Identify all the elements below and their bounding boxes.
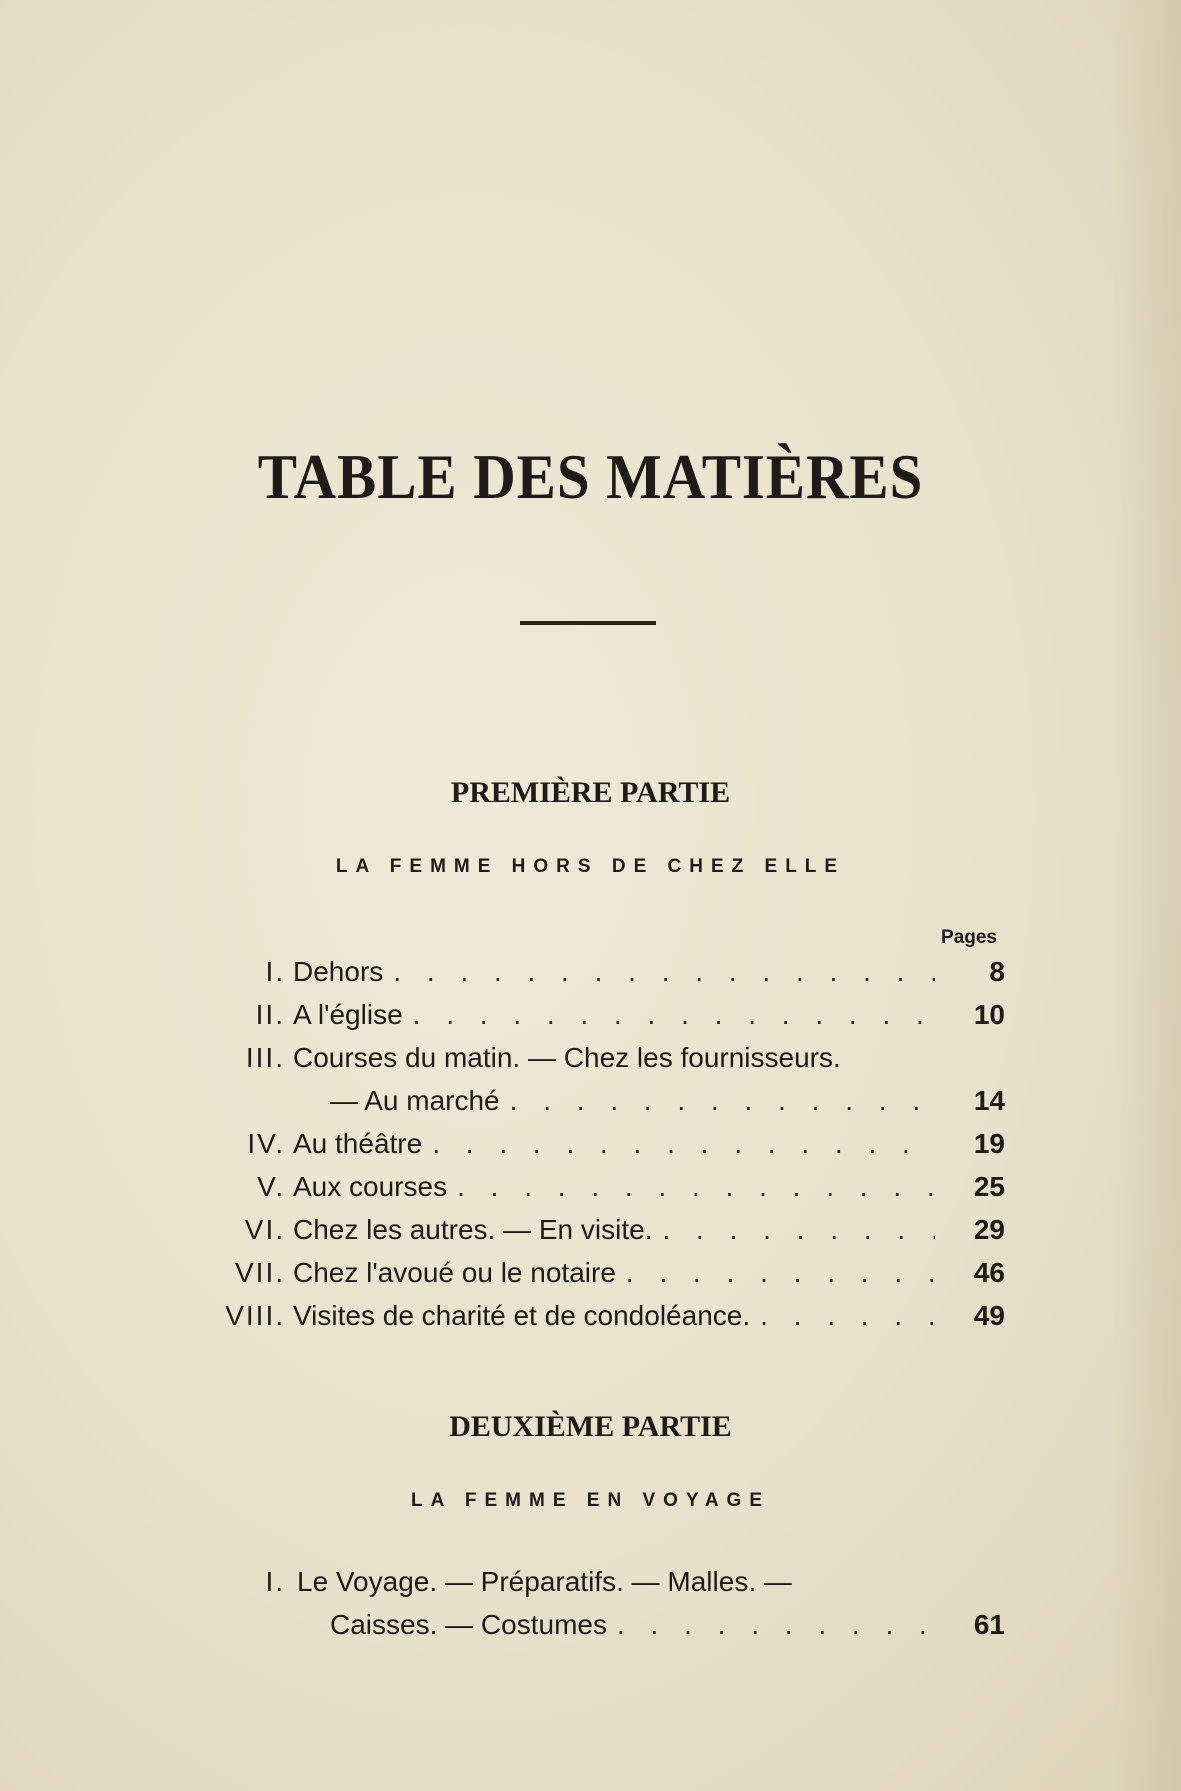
toc-entry-label: Courses du matin. — Chez les fournisseurs. — [293, 1042, 841, 1073]
toc-entry-label: Caisses. — Costumes — [330, 1609, 607, 1640]
toc-entry-page: 49 — [973, 1300, 1005, 1331]
leader-dots — [393, 952, 935, 992]
part2-heading: DEUXIÈME PARTIE — [449, 1410, 732, 1443]
toc-entry — [185, 1210, 1005, 1250]
toc-entry-number: I. — [265, 956, 285, 987]
toc-entry-page: 14 — [973, 1085, 1005, 1116]
toc-entry-page: 25 — [973, 1171, 1005, 1202]
leader-dots — [626, 1253, 935, 1293]
toc-entry-continuation — [185, 1605, 1005, 1645]
toc-entry-number: VII. — [234, 1257, 285, 1288]
toc-entry — [185, 1253, 1005, 1293]
leader-dots — [617, 1605, 935, 1645]
toc-entry-page: 29 — [973, 1214, 1005, 1245]
leader-dots — [662, 1210, 935, 1250]
toc-entry-number: VIII. — [225, 1300, 285, 1331]
toc-entry-label: Visites de charité et de condoléance. — [293, 1300, 751, 1331]
toc-entry-number: III. — [245, 1042, 285, 1073]
toc-entry-number: VI. — [244, 1214, 285, 1245]
toc-entry-page: 8 — [989, 956, 1005, 987]
toc-entry-label: Chez les autres. — En visite. — [293, 1214, 653, 1245]
toc-entry-label: Au théâtre — [293, 1128, 423, 1159]
toc-entry — [185, 1296, 1005, 1336]
toc-entry — [185, 1038, 1005, 1078]
part1-subheading: LA FEMME HORS DE CHEZ ELLE — [335, 856, 846, 877]
page-title: TABLE DES MATIÈRES — [257, 441, 924, 512]
leader-dots — [413, 995, 935, 1035]
leader-dots — [760, 1296, 935, 1336]
toc-entry-label: Le Voyage. — Préparatifs. — Malles. — — [297, 1566, 792, 1597]
toc-entry — [185, 1562, 1005, 1602]
toc-entry — [185, 995, 1005, 1035]
toc-entry-label: Dehors — [293, 956, 384, 987]
pages-column-label: Pages — [941, 927, 997, 948]
toc-entry-number: I. — [265, 1566, 285, 1597]
toc-entry-number: II. — [255, 999, 285, 1030]
toc-entry — [185, 952, 1005, 992]
toc-entry-page: 61 — [973, 1609, 1005, 1640]
part2-subheading: LA FEMME EN VOYAGE — [410, 1490, 770, 1511]
toc-entry-label: A l'église — [293, 999, 403, 1030]
leader-dots — [510, 1081, 935, 1121]
toc-entry-continuation — [185, 1081, 1005, 1121]
toc-entry-number: IV. — [247, 1128, 285, 1159]
page-edge-shadow — [1111, 0, 1181, 1791]
leader-dots — [457, 1167, 935, 1207]
leader-dots — [432, 1124, 935, 1164]
toc-entry-label: Chez l'avoué ou le notaire — [293, 1257, 616, 1288]
toc-entry-page: 19 — [973, 1128, 1005, 1159]
title-divider — [520, 621, 656, 625]
toc-entry — [185, 1124, 1005, 1164]
toc-entry — [185, 1167, 1005, 1207]
toc-entry-label: Aux courses — [293, 1171, 448, 1202]
part1-heading: PREMIÈRE PARTIE — [450, 776, 731, 809]
toc-entry-number: V. — [257, 1171, 285, 1202]
toc-entry-label: — Au marché — [330, 1085, 500, 1116]
toc-entry-page: 10 — [973, 999, 1005, 1030]
toc-entry-page: 46 — [973, 1257, 1005, 1288]
